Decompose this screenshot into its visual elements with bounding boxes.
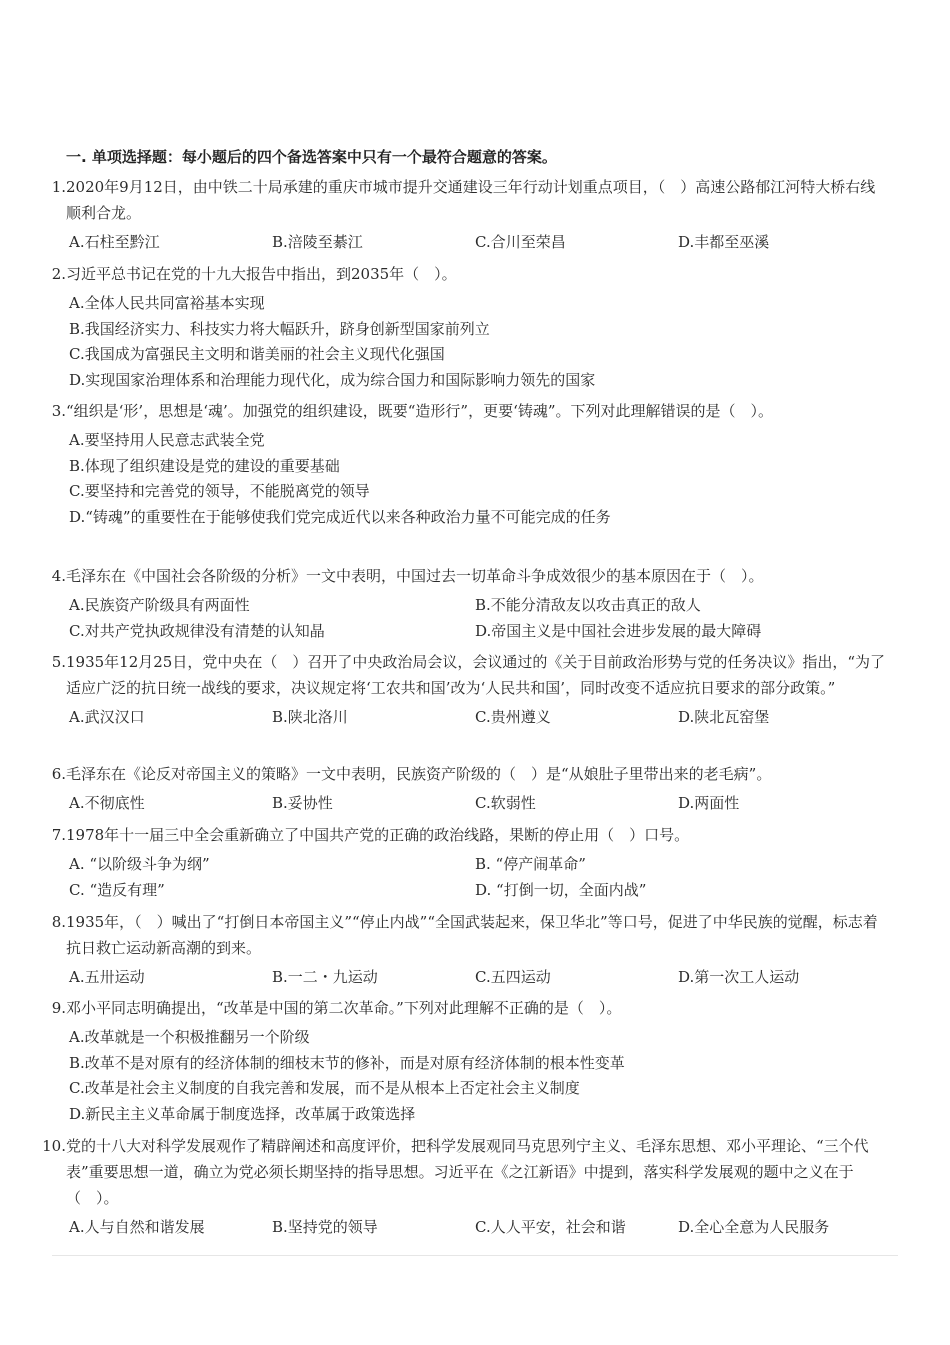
option-b[interactable]: B.不能分清敌友以攻击真正的敌人 (475, 596, 701, 614)
option-b[interactable]: B. “停产闹革命” (475, 855, 586, 873)
option-a[interactable]: A.改革就是一个积极推翻另一个阶级 (69, 1028, 310, 1046)
option-list (69, 852, 950, 903)
option-b[interactable]: B.妥协性 (272, 794, 333, 812)
option-d[interactable]: D.全心全意为人民服务 (678, 1218, 830, 1236)
question-3 (0, 398, 950, 530)
question-number: 7. (51, 826, 66, 844)
section-title: 一. 单项选择题：每小题后的四个备选答案中只有一个最符合题意的答案。 (66, 148, 557, 166)
option-a[interactable]: A. “以阶级斗争为纲” (69, 855, 210, 873)
option-d[interactable]: D.新民主主义革命属于制度选择，改革属于政策选择 (69, 1104, 416, 1123)
option-c[interactable]: C.软弱性 (475, 794, 536, 812)
question-1 (0, 174, 950, 256)
question-4 (0, 563, 950, 644)
question-text: 毛泽东在《论反对帝国主义的策略》一文中表明，民族资产阶级的（ ）是“从娘肚子里带出来的老毛病”。 (66, 765, 772, 783)
option-c[interactable]: C.我国成为富强民主文明和谐美丽的社会主义现代化强国 (69, 345, 445, 363)
option-c[interactable]: C.合川至荣昌 (475, 233, 566, 251)
question-stem (0, 174, 950, 226)
option-d[interactable]: D.第一次工人运动 (678, 968, 800, 986)
option-c[interactable]: C. “造反有理” (69, 880, 165, 899)
option-list (69, 1215, 950, 1241)
option-a[interactable]: A.不彻底性 (69, 794, 145, 812)
option-d[interactable]: D.丰都至巫溪 (678, 233, 770, 251)
question-number: 6. (51, 765, 66, 783)
option-list (69, 593, 950, 644)
option-list (69, 428, 950, 530)
question-number: 5. (51, 653, 66, 671)
option-b[interactable]: B.陕北洛川 (272, 708, 348, 726)
question-6 (0, 761, 950, 817)
question-text: 邓小平同志明确提出，“改革是中国的第二次革命。”下列对此理解不正确的是（ ）。 (66, 999, 622, 1017)
question-text: “组织是‘形’，思想是‘魂’。加强党的组织建设，既要“造形行”，更要‘铸魂”。下列对此理解错误的是（ ）。 (66, 402, 774, 420)
option-a[interactable]: A.武汉汉口 (69, 708, 145, 726)
option-c[interactable]: C.改革是社会主义制度的自我完善和发展，而不是从根本上否定社会主义制度 (69, 1079, 580, 1097)
question-stem (0, 822, 950, 848)
option-b[interactable]: B.改革不是对原有的经济体制的细枝末节的修补，而是对原有经济体制的根本性变革 (69, 1053, 625, 1072)
option-d[interactable]: D.帝国主义是中国社会进步发展的最大障碍 (475, 621, 762, 640)
option-a[interactable]: A.要坚持用人民意志武装全党 (69, 431, 265, 449)
question-5 (0, 649, 950, 731)
question-text: 习近平总书记在党的十九大报告中指出，到2035年（ ）。 (66, 265, 457, 283)
option-list (69, 1025, 950, 1127)
option-list (69, 791, 950, 817)
option-a[interactable]: A.石柱至黔江 (69, 233, 160, 251)
option-a[interactable]: A.全体人民共同富裕基本实现 (69, 294, 265, 312)
question-stem (0, 761, 950, 787)
option-list (69, 965, 950, 991)
question-text: 毛泽东在《中国社会各阶级的分析》一文中表明，中国过去一切革命斗争成效很少的基本原因在于（ ）。 (66, 567, 764, 585)
question-text: 2020年9月12日，由中铁二十局承建的重庆市城市提升交通建设三年行动计划重点项目，（ ）高速公路郁江河特大桥右线顺利合龙。 (66, 178, 876, 222)
question-7 (0, 822, 950, 903)
question-number: 2. (51, 265, 66, 283)
question-number: 10. (42, 1137, 66, 1155)
question-stem (0, 995, 950, 1021)
option-b[interactable]: B.我国经济实力、科技实力将大幅跃升，跻身创新型国家前列立 (69, 319, 490, 338)
question-stem (0, 649, 950, 701)
option-b[interactable]: B.涪陵至綦江 (272, 233, 363, 251)
option-list (69, 705, 950, 731)
question-text: 党的十八大对科学发展观作了精辟阐述和高度评价，把科学发展观同马克思列宁主义、毛泽东思想、邓小平理论、“三个代表”重要思想一道，确立为党必须长期坚持的指导思想。习近平在《之江新语》中提到，落实科学发展观的题中之义在于（ ）。 (66, 1137, 869, 1207)
option-d[interactable]: D.“铸魂”的重要性在于能够使我们党完成近代以来各种政治力量不可能完成的任务 (69, 507, 611, 526)
option-b[interactable]: B.坚持党的领导 (272, 1218, 378, 1236)
question-9 (0, 995, 950, 1127)
option-list (69, 291, 950, 393)
option-b[interactable]: B.体现了组织建设是党的建设的重要基础 (69, 456, 340, 475)
bottom-divider (52, 1255, 898, 1256)
option-b[interactable]: B.一二・九运动 (272, 968, 378, 986)
option-d[interactable]: D.实现国家治理体系和治理能力现代化，成为综合国力和国际影响力领先的国家 (69, 370, 596, 389)
option-a[interactable]: A.人与自然和谐发展 (69, 1218, 205, 1236)
question-number: 8. (51, 913, 66, 931)
question-stem (0, 261, 950, 287)
option-d[interactable]: D.陕北瓦窑堡 (678, 708, 770, 726)
question-text: 1978年十一届三中全会重新确立了中国共产党的正确的政治线路，果断的停止用（ ）口号。 (66, 826, 690, 844)
question-stem (0, 1133, 950, 1211)
question-stem (0, 909, 950, 961)
option-list (69, 230, 950, 256)
question-text: 1935年，（ ）喊出了“打倒日本帝国主义”“停止内战”“全国武装起来，保卫华北”等口号，促进了中华民族的觉醒，标志着抗日救亡运动新高潮的到来。 (66, 913, 878, 957)
question-number: 3. (51, 402, 66, 420)
question-8 (0, 909, 950, 991)
question-number: 1. (51, 178, 66, 196)
question-stem (0, 563, 950, 589)
question-stem (0, 398, 950, 424)
option-c[interactable]: C.五四运动 (475, 968, 551, 986)
question-number: 9. (51, 999, 66, 1017)
question-number: 4. (51, 567, 66, 585)
option-a[interactable]: A.民族资产阶级具有两面性 (69, 596, 250, 614)
option-d[interactable]: D. “打倒一切，全面内战” (475, 880, 647, 899)
option-a[interactable]: A.五卅运动 (69, 968, 145, 986)
option-c[interactable]: C.对共产党执政规律没有清楚的认知晶 (69, 621, 325, 640)
question-text: 1935年12月25日，党中央在（ ）召开了中央政治局会议，会议通过的《关于目前政治形势与党的任务决议》指出，“为了适应广泛的抗日统一战线的要求，决议规定将‘工农共和国’改为‘人民共和国’，同时改变不适应抗日要求的部分政策。” (66, 653, 886, 697)
option-c[interactable]: C.人人平安，社会和谐 (475, 1218, 626, 1236)
option-c[interactable]: C.要坚持和完善党的领导，不能脱离党的领导 (69, 482, 370, 500)
question-2 (0, 261, 950, 393)
question-10 (0, 1133, 950, 1241)
option-c[interactable]: C.贵州遵义 (475, 708, 551, 726)
option-d[interactable]: D.两面性 (678, 794, 740, 812)
